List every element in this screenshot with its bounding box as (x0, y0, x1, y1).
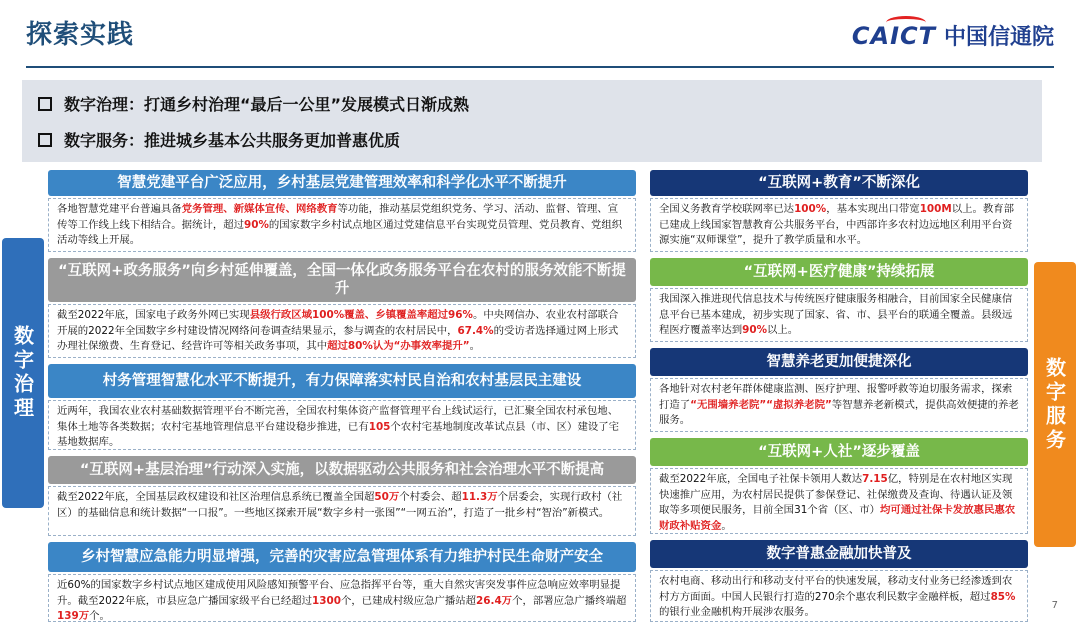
body-text: 个村委会、超 (399, 491, 462, 503)
section-body-elderly-care (650, 378, 1028, 432)
body-text: 近两年，我国农业农村基础数据管理平台不断完善，全国农村集体资产监督管理平台上线试运行，已汇聚全国农村承包地、集体土地等各类数据；农村宅基地管理信息平台建设稳步推进，已有 (57, 405, 619, 433)
body-text: 我国深入推进现代信息技术与传统医疗健康服务相融合，目前国家全民健康信息平台已基本建成，初步实现了国家、省、市、县平台的联通全覆盖。县级远程医疗覆盖率达到 (659, 293, 1013, 337)
section-heading-healthcare: “互联网+医疗健康”持续拓展 (650, 258, 1028, 286)
section-heading-grassroots: “互联网+基层治理”行动深入实施，以数据驱动公共服务和社会治理水平不断提高 (48, 456, 636, 484)
side-tab-digital-governance: 数字治理 (2, 238, 44, 508)
highlight-text: 100% (794, 203, 827, 215)
highlight-text: 90% (742, 324, 767, 337)
body-text: 个，已建成村级应急广播站超 (340, 594, 477, 607)
highlight-text: 105 (368, 420, 391, 433)
body-text: 以上。教育部已建成上线国家智慧教育公共服务平台，中西部许多农村边远地区利用平台资源实施“双师课堂”，提升了教学质量和水平。 (659, 203, 1015, 247)
section-heading-emergency: 乡村智慧应急能力明显增强，完善的灾害应急管理体系有力维护村民生命财产安全 (48, 542, 636, 572)
checkbox-square-icon (38, 133, 52, 147)
section-body-education (650, 198, 1028, 252)
section-heading-education: “互联网+教育”不断深化 (650, 170, 1028, 196)
body-text: 的银行业金融机构开展涉农服务。 (659, 606, 815, 619)
body-text: 个农村宅基地制度改革试点县（市、区）建设了宅基地数据库。 (57, 420, 620, 449)
caict-logo (852, 20, 1054, 51)
body-text: 的国家数字乡村试点地区通过党建信息平台实现党员管理、党员教育、党组织活动等线上开展。 (57, 218, 623, 247)
highlight-text: 党务管理、新媒体宣传、网络教育 (181, 203, 338, 215)
highlight-text: 139万 (57, 610, 90, 623)
highlight-text: “无围墙养老院”“虚拟养老院” (690, 398, 832, 411)
highlight-text: 7.15 (862, 473, 888, 485)
section-heading-elderly-care: 智慧养老更加便捷深化 (650, 348, 1028, 376)
body-text: 截至2022年底，国家电子政务外网已实现 (57, 309, 250, 321)
body-text: 。 (721, 519, 732, 532)
body-text: 以上。 (767, 324, 799, 337)
body-text: 近60%的国家数字乡村试点地区建成使用风险感知预警平台、应急指挥平台等，重大自然灾害突发事件应急响应效率明显提升。截至2022年底，市县应急广播国家级平台已经超过 (57, 579, 621, 607)
section-body-grassroots (48, 486, 636, 536)
body-text: 亿，特别是在农村地区实现快速推广应用，为农村居民提供了参保登记、社保缴费及查询、待遇认证及领取等多项便民服务，目前全国31个省（区、市） (659, 473, 1013, 517)
highlight-text: 11.3万 (461, 491, 498, 503)
body-text: ，基本实现出口带宽 (826, 203, 920, 215)
body-text: 等功能，推动基层党组织党务、学习、活动、监督、管理、宣传等工作线上线下相结合。据统计，超过 (57, 203, 619, 231)
title-divider (26, 66, 1054, 68)
body-text: 的受访者选择通过网上形式办理社保缴费、生育登记、经营许可等相关政务事项，其中 (57, 324, 619, 353)
body-text: 个居委会，实现行政村（社区）的基础信息和统计数据“一口报”。一些地区探索开展“数字乡村一张图”“一网五治”，打造了一批乡村“智治”新模式。 (57, 491, 623, 519)
summary-line-governance (38, 92, 469, 115)
section-body-finance (650, 570, 1028, 622)
highlight-text: 85% (990, 590, 1016, 603)
side-tab-digital-services: 数字服务 (1034, 262, 1076, 547)
body-text: 个，部署应急广播终端超 (512, 594, 627, 607)
body-text: 。 (469, 340, 480, 353)
body-text: 个。 (89, 610, 110, 623)
checkbox-square-icon (38, 97, 52, 111)
summary-text: 数字治理：打通乡村治理“最后一公里”发展模式日渐成熟 (64, 95, 470, 114)
section-heading-egov: “互联网+政务服务”向乡村延伸覆盖，全国一体化政务服务平台在农村的服务效能不断提升 (48, 258, 636, 302)
summary-text: 数字服务：推进城乡基本公共服务更加普惠优质 (64, 131, 401, 150)
section-body-egov (48, 304, 636, 358)
highlight-text: 1300 (312, 594, 341, 607)
section-body-party-building (48, 198, 636, 252)
section-heading-party-building: 智慧党建平台广泛应用，乡村基层党建管理效率和科学化水平不断提升 (48, 170, 636, 196)
highlight-text: 均可通过社保卡发放惠民惠农财政补贴资金 (659, 504, 1016, 532)
body-text: 。中央网信办、农业农村部联合开展的2022年全国数字乡村建设情况网络问卷调查结果显示，参与调查的农村居民中， (57, 309, 619, 337)
body-text: 截至2022年底，全国基层政权建设和社区治理信息系统已覆盖全国超 (57, 491, 375, 503)
logo-chinese: 中国信通院 (943, 25, 1054, 50)
summary-line-services (38, 128, 400, 151)
body-text: 等智慧养老新模式，提供高效便捷的养老服务。 (659, 398, 1019, 427)
body-text: 截至2022年底，全国电子社保卡领用人数达 (659, 473, 863, 485)
highlight-text: 26.4万 (476, 594, 513, 607)
section-body-social-security (650, 468, 1028, 534)
highlight-text: 50万 (374, 491, 400, 503)
highlight-text: 90% (244, 218, 269, 231)
section-heading-finance: 数字普惠金融加快普及 (650, 540, 1028, 568)
logo-english: CAICT (852, 22, 936, 50)
highlight-text: 县级行政区域100%覆盖、乡镇覆盖率超过96% (249, 309, 473, 321)
section-heading-social-security: “互联网+人社”逐步覆盖 (650, 438, 1028, 466)
section-body-healthcare (650, 288, 1028, 342)
body-text: 全国义务教育学校联网率已达 (659, 203, 795, 215)
section-body-village-affairs (48, 400, 636, 450)
body-text: 各地针对农村老年群体健康监测、医疗护理、报警呼救等迫切服务需求，探索打造了 (659, 383, 1013, 411)
body-text: 农村电商、移动出行和移动支付平台的快速发展，移动支付业务已经渗透到农村方方面面。中国人民银行打造的270余个惠农利民数字金融样板，超过 (659, 575, 1013, 603)
highlight-text: 67.4% (457, 324, 494, 337)
highlight-text: 100M (919, 203, 952, 215)
summary-box (22, 80, 1042, 162)
page-title: 探索实践 (26, 20, 135, 50)
body-text: 各地智慧党建平台普遍具备 (57, 203, 182, 215)
section-heading-village-affairs: 村务管理智慧化水平不断提升，有力保障落实村民自治和农村基层民主建设 (48, 364, 636, 398)
page-number: 7 (1051, 600, 1058, 611)
section-body-emergency (48, 574, 636, 622)
highlight-text: 超过80%认为“办事效率提升” (327, 340, 470, 353)
